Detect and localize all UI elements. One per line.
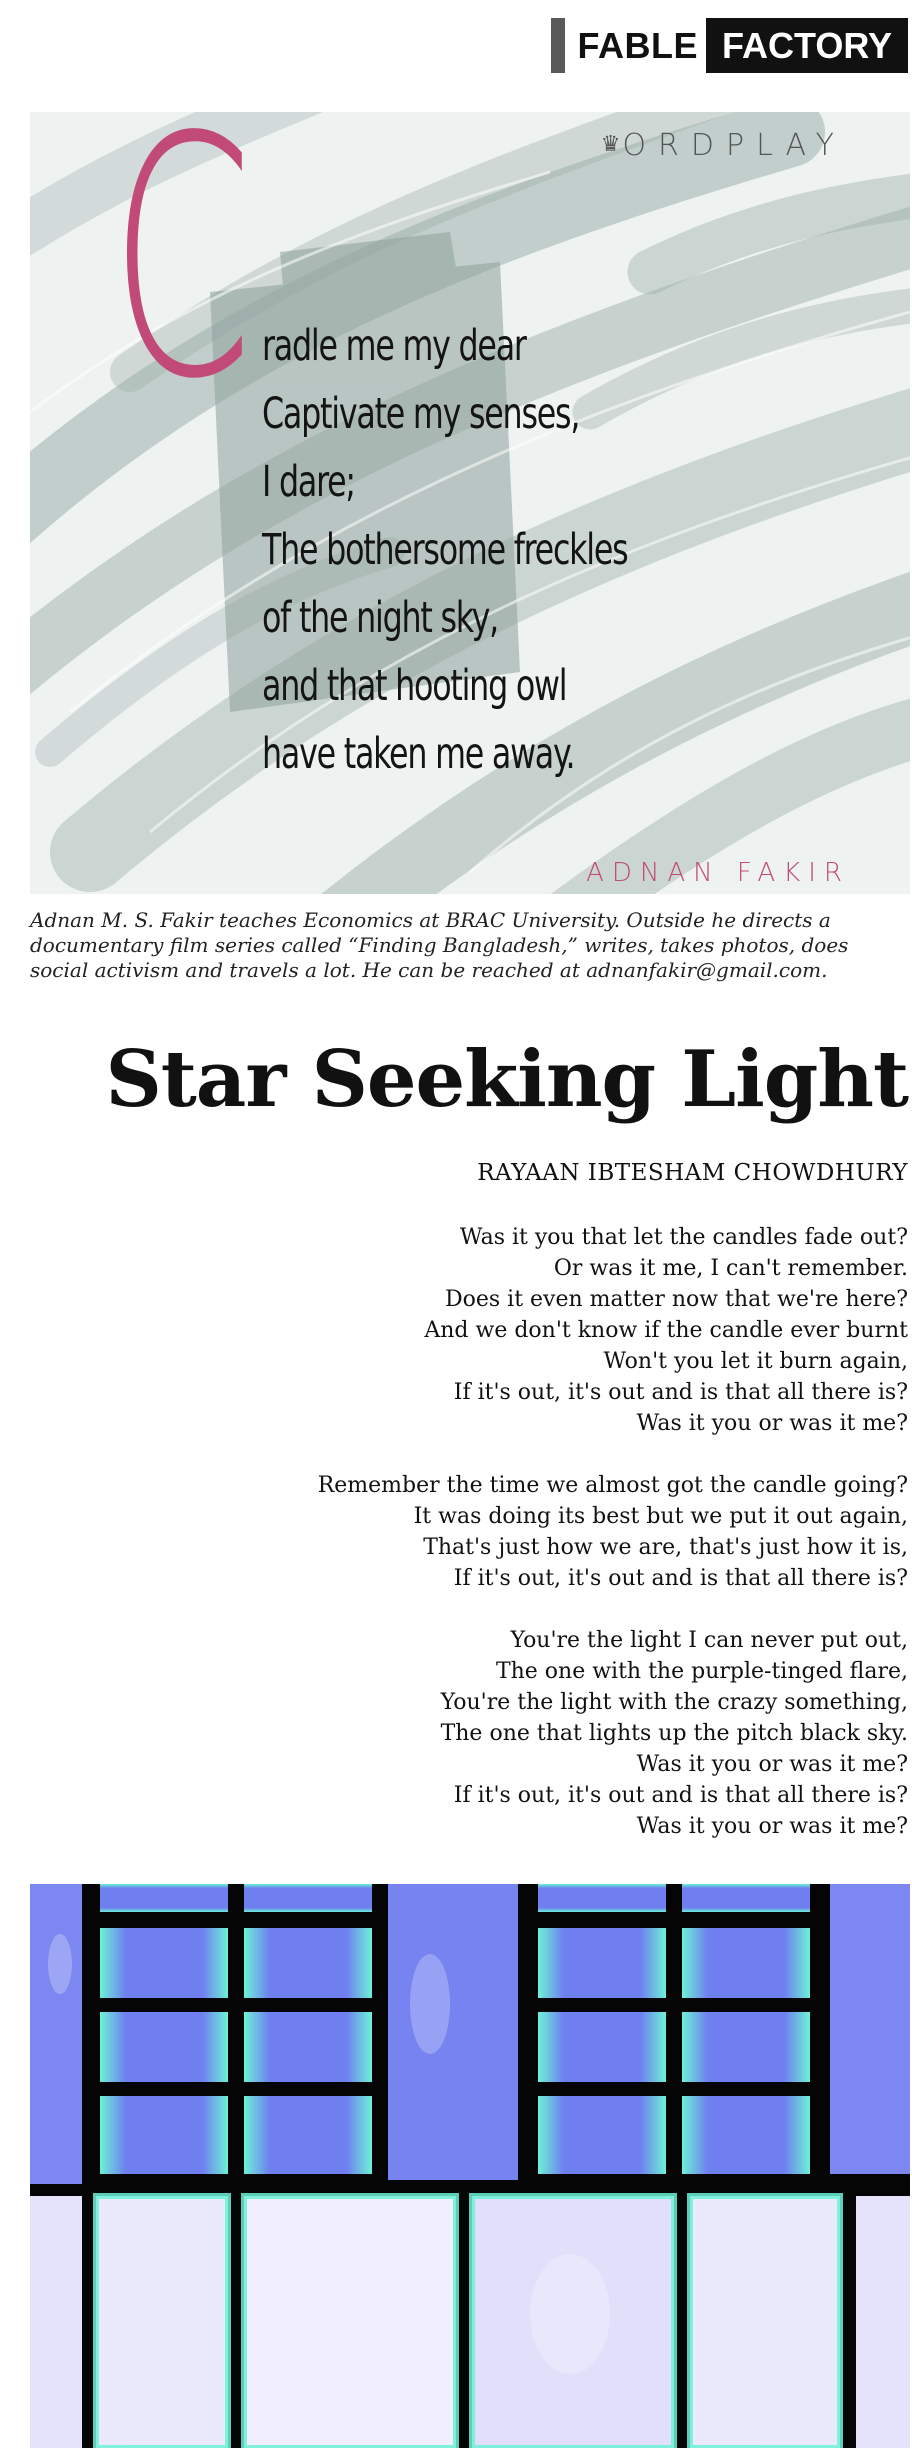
poem2-author: RAYAAN IBTESHAM CHOWDHURY: [477, 1160, 908, 1186]
wordplay-label: ♛ORDPLAY: [600, 128, 846, 163]
poem2-line: Was it you or was it me?: [636, 1814, 908, 1839]
poem2-stanza: [318, 1625, 908, 1842]
poem2-line: If it's out, it's out and is that all there is?: [453, 1566, 908, 1591]
poem2-line: That's just how we are, that's just how it is,: [423, 1535, 908, 1560]
poem2-line: The one that lights up the pitch black sky.: [440, 1721, 908, 1746]
poem2-line: Remember the time we almost got the candle going?: [317, 1473, 908, 1498]
poem1-line: have taken me away.: [262, 729, 575, 779]
masthead-factory: FACTORY: [706, 18, 908, 73]
author-bio: Adnan M. S. Fakir teaches Economics at BRAC University. Outside he directs a documentary film series called “Finding Bangladesh,” writes, takes photos, does social activism and travels a lot. He can be reached at adnanfakir@gmail.com.: [30, 908, 849, 982]
poem2-line: If it's out, it's out and is that all there is?: [453, 1380, 908, 1405]
poem2-line: Does it even matter now that we're here?: [444, 1287, 908, 1312]
poem2-line: Was it you or was it me?: [636, 1411, 908, 1436]
poem2-line: You're the light I can never put out,: [510, 1628, 908, 1653]
poem1-line: and that hooting owl: [262, 661, 567, 711]
crown-icon: ♛: [600, 132, 621, 157]
poem2-line: Won't you let it burn again,: [603, 1349, 908, 1374]
poem2-stanza: [318, 1470, 908, 1594]
poem1-line: I dare;: [262, 457, 355, 507]
stained-glass-photo: [30, 1884, 910, 2448]
poem1-line: The bothersome freckles: [262, 525, 628, 575]
poem-card: [30, 112, 910, 894]
poem2-title: Star Seeking Light: [105, 1034, 908, 1125]
masthead-logo: [551, 18, 908, 73]
poem2-line: You're the light with the crazy something,: [440, 1690, 908, 1715]
poem2-line: Or was it me, I can't remember.: [553, 1256, 908, 1281]
stained-glass-illustration: [30, 1884, 910, 2448]
masthead-fable: FABLE: [577, 24, 698, 66]
poem2-line: It was doing its best but we put it out again,: [413, 1504, 908, 1529]
poem2-text: [318, 1222, 908, 1873]
drop-cap: C: [110, 112, 253, 451]
poem2-line: If it's out, it's out and is that all there is?: [453, 1783, 908, 1808]
poem2-line: Was it you that let the candles fade out?: [459, 1225, 908, 1250]
poem2-line: Was it you or was it me?: [636, 1752, 908, 1777]
poem2-line: And we don't know if the candle ever burnt: [424, 1318, 908, 1343]
poem1-line: Captivate my senses,: [262, 389, 580, 439]
masthead-bar: [551, 18, 565, 73]
poem2-stanza: [318, 1222, 908, 1439]
poem1-line: of the night sky,: [262, 593, 499, 643]
poem2-line: The one with the purple-tinged flare,: [495, 1659, 908, 1684]
poem1-author: ADNAN FAKIR: [586, 858, 850, 888]
poem1-line: radle me my dear: [262, 321, 526, 371]
poem1-text: [262, 312, 754, 788]
